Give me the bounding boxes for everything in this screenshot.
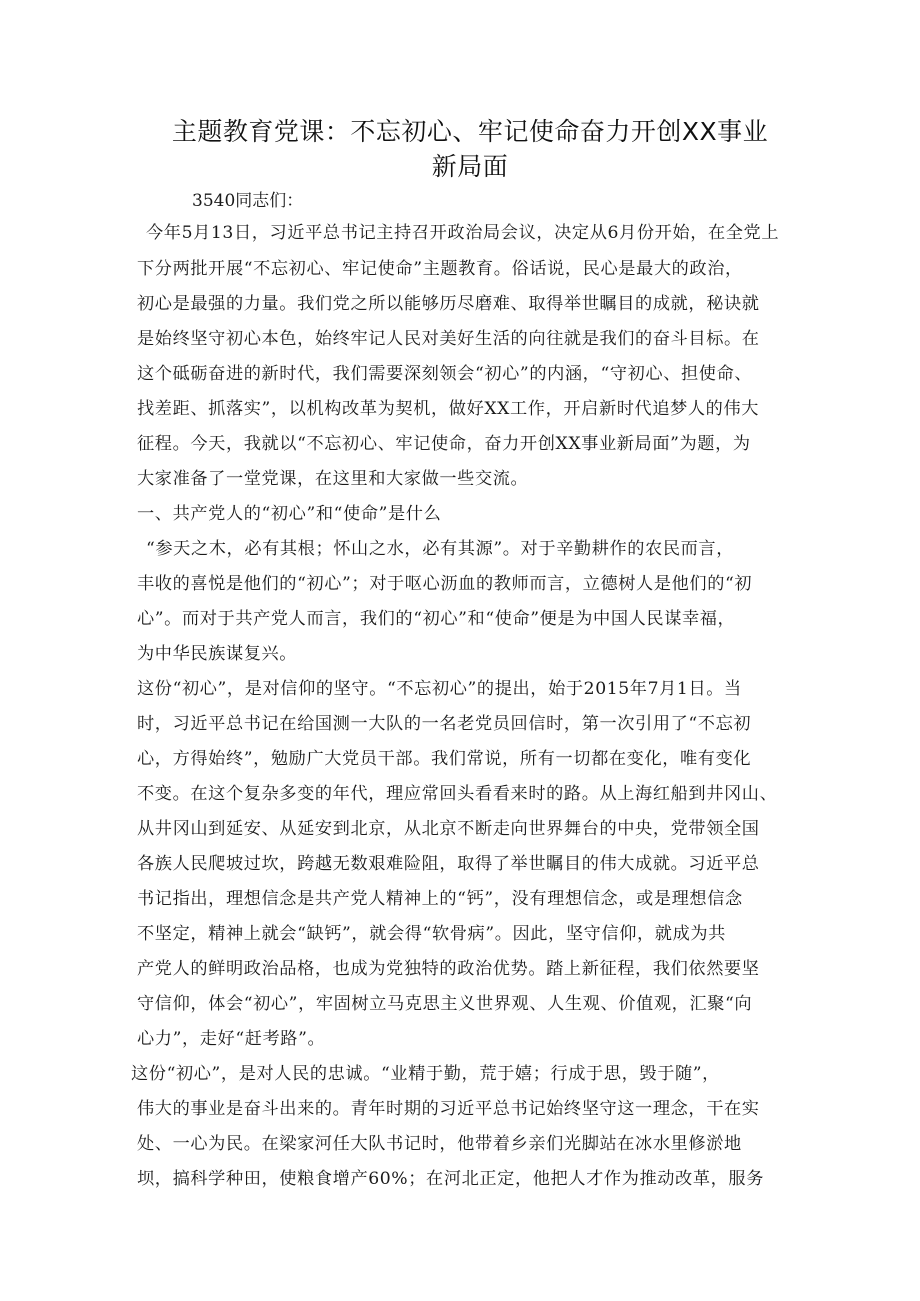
body-line: 找差距、抓落实”，以机构改革为契机，做好XX工作，开启新时代追梦人的伟大 xyxy=(137,399,760,419)
body-line: 时，习近平总书记在给国测一大队的一名老党员回信时，第一次引用了“不忘初 xyxy=(137,714,752,734)
document-title-line-2: 新局面 xyxy=(431,152,509,181)
body-line: 处、一心为民。在梁家河任大队书记时，他带着乡亲们光脚站在冰水里修淤地 xyxy=(137,1134,742,1154)
body-line: 各族人民爬坡过坎，跨越无数艰难险阻，取得了举世瞩目的伟大成就。习近平总 xyxy=(137,854,760,874)
body-line: 这份“初心”，是对人民的忠诚。“业精于勤，荒于嬉；行成于思，毁于随”， xyxy=(131,1064,720,1084)
document-title-line-1: 主题教育党课：不忘初心、牢记使命奋力开创XX事业 xyxy=(171,117,769,146)
body-line: 大家准备了一堂党课，在这里和大家做一些交流。 xyxy=(137,469,529,489)
section-heading: 一、共产党人的“初心”和“使命”是什么 xyxy=(137,504,442,524)
body-line: 不变。在这个复杂多变的年代，理应常回头看看来时的路。从上海红船到井冈山、 xyxy=(137,784,778,804)
body-line: 从井冈山到延安、从延安到北京，从北京不断走向世界舞台的中央，党带领全国 xyxy=(137,819,760,839)
body-line: 这份“初心”，是对信仰的坚守。“不忘初心”的提出，始于2015年7月1日。当 xyxy=(137,679,742,699)
body-line: 产党人的鲜明政治品格，也成为党独特的政治优势。踏上新征程，我们依然要坚 xyxy=(137,959,760,979)
body-line: 心力”，走好“赶考路”。 xyxy=(137,1029,326,1049)
body-line: 心”。而对于共产党人而言，我们的“初心”和“使命”便是为中国人民谋幸福， xyxy=(137,609,736,629)
body-line: 不坚定，精神上就会“缺钙”，就会得“软骨病”。因此，坚守信仰，就成为共 xyxy=(137,924,726,944)
body-line: 征程。今天，我就以“不忘初心、牢记使命，奋力开创XX事业新局面”为题，为 xyxy=(137,434,751,454)
body-line: 是始终坚守初心本色，始终牢记人民对美好生活的向往就是我们的奋斗目标。在 xyxy=(137,329,760,349)
body-line: 今年5月13日，习近平总书记主持召开政治局会议，决定从6月份开始，在全党上 xyxy=(146,223,780,243)
body-line: 这个砥砺奋进的新时代，我们需要深刻领会“初心”的内涵，“守初心、担使命、 xyxy=(137,364,753,384)
body-line: 伟大的事业是奋斗出来的。青年时期的习近平总书记始终坚守这一理念，干在实 xyxy=(137,1099,760,1119)
body-line: 下分两批开展“不忘初心、牢记使命”主题教育。俗话说，民心是最大的政治， xyxy=(137,259,743,279)
body-line: 为中华民族谋复兴。 xyxy=(137,644,298,664)
greeting: 3540同志们： xyxy=(192,191,304,211)
body-line: 初心是最强的力量。我们党之所以能够历尽磨难、取得举世瞩目的成就，秘诀就 xyxy=(137,294,760,314)
body-line: 丰收的喜悦是他们的“初心”；对于呕心沥血的教师而言，立德树人是他们的“初 xyxy=(137,574,753,594)
body-line: 书记指出，理想信念是共产党人精神上的“钙”，没有理想信念，或是理想信念 xyxy=(137,889,743,909)
body-line: 坝，搞科学种田，使粮食增产60%；在河北正定，他把人才作为推动改革，服务 xyxy=(137,1169,764,1189)
body-line: 守信仰，体会“初心”，牢固树立马克思主义世界观、人生观、价值观，汇聚“向 xyxy=(137,994,753,1014)
body-line: 心，方得始终”，勉励广大党员干部。我们常说，所有一切都在变化，唯有变化 xyxy=(137,749,752,769)
body-line: “参天之木，必有其根；怀山之水，必有其源”。对于辛勤耕作的农民而言， xyxy=(146,539,734,559)
